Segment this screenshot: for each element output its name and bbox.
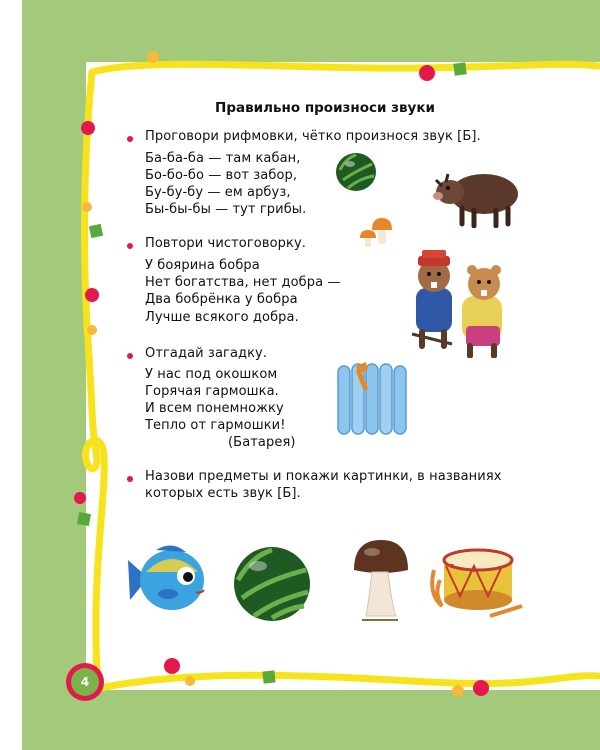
rhyme-line: Бу-бу-бу — ем арбуз, — [145, 185, 291, 200]
dot — [419, 65, 435, 81]
dot — [185, 676, 195, 686]
instruction: Проговори рифмовки, чётко произнося звук [Б]. — [145, 129, 481, 144]
dot — [81, 121, 95, 135]
radiator-icon — [334, 360, 414, 440]
bullet — [127, 476, 133, 482]
dot — [452, 685, 464, 697]
tongue-twister-line: Нет богатства, нет добра — — [145, 275, 341, 290]
instruction: Назови предметы и покажи картинки, в названиях — [145, 469, 502, 484]
instruction: которых есть звук [Б]. — [145, 486, 301, 501]
dot — [82, 202, 92, 212]
watermelon-icon — [232, 544, 312, 624]
mushroom-icon — [358, 210, 398, 250]
dot — [473, 680, 489, 696]
dot — [87, 325, 97, 335]
dot — [74, 492, 86, 504]
drum-icon — [430, 546, 526, 622]
rhyme-line: Бо-бо-бо — вот забор, — [145, 168, 298, 183]
riddle-line: Тепло от гармошки! — [145, 418, 286, 433]
tongue-twister-line: У боярина бобра — [145, 258, 260, 273]
instruction: Повтори чистоговорку. — [145, 236, 306, 251]
riddle-line: И всем понемножку — [145, 401, 284, 416]
square — [262, 670, 275, 683]
rhyme-line: Ба-ба-ба — там кабан, — [145, 151, 301, 166]
page-title: Правильно произноси звуки — [215, 100, 435, 116]
frame-left — [85, 72, 105, 688]
bullet — [127, 136, 133, 142]
frame-bottom — [100, 675, 598, 688]
boar-icon — [432, 162, 524, 228]
beavers-icon — [404, 250, 520, 358]
dot — [85, 288, 99, 302]
square — [89, 224, 103, 238]
square — [453, 62, 467, 76]
frame-top — [92, 64, 598, 72]
fish-icon — [126, 542, 208, 618]
tongue-twister-line: Лучше всякого добра. — [145, 310, 299, 325]
bullet — [127, 353, 133, 359]
riddle-line: У нас под окошком — [145, 367, 278, 382]
watermelon-icon — [334, 150, 378, 194]
dot — [164, 658, 180, 674]
mushroom-icon — [352, 536, 410, 624]
square — [77, 512, 91, 526]
riddle-answer: (Батарея) — [228, 435, 296, 450]
rhyme-line: Бы-бы-бы — тут грибы. — [145, 202, 307, 217]
page-number: 4 — [80, 675, 90, 689]
bullet — [127, 243, 133, 249]
instruction: Отгадай загадку. — [145, 346, 268, 361]
dot — [147, 51, 159, 63]
tongue-twister-line: Два бобрёнка у бобра — [145, 292, 298, 307]
riddle-line: Горячая гармошка. — [145, 384, 279, 399]
